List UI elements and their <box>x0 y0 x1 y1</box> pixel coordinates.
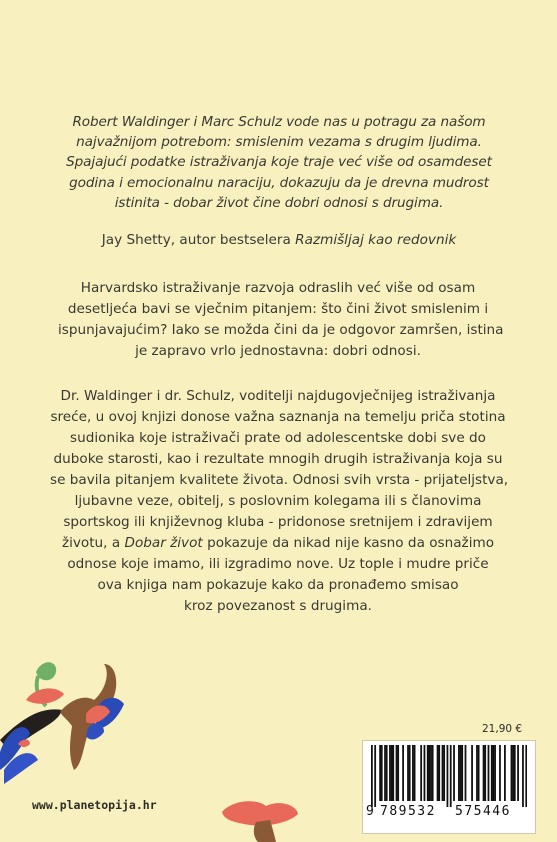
barcode-bar <box>514 745 516 801</box>
barcode-bar <box>402 745 404 801</box>
barcode-bar <box>525 745 527 807</box>
barcode-bar <box>491 745 493 801</box>
blurb-line: duboke starosti, kao i rezultate mnogih drugih istraživanja koja su <box>53 451 503 467</box>
blurb-line: odnose koje imamo, ili izgradimo nove. Uz tople i mudre priče <box>67 556 489 572</box>
barcode-bar <box>471 745 473 801</box>
barcode-bar <box>371 745 373 807</box>
barcode-bar <box>499 745 501 801</box>
barcode-bar <box>447 745 449 807</box>
barcode-bar <box>517 745 519 801</box>
blurb-text: pokazuje da nikad nije kasno da osnažimo <box>207 535 495 551</box>
barcode-bar <box>374 745 376 807</box>
barcode-bar <box>493 745 495 801</box>
blurb-line <box>50 533 506 554</box>
endorsement-quote <box>64 112 494 213</box>
barcode-bar <box>443 745 445 801</box>
barcode-bar <box>427 745 429 801</box>
barcode-bar <box>476 745 478 801</box>
barcode-left-digits: 789532 <box>380 804 436 819</box>
quote-line: istinita - dobar život čine dobri odnosi s drugima. <box>114 194 444 211</box>
blurb-line: Dr. Waldinger i dr. Schulz, voditelji najdugovječnijeg istraživanja <box>60 388 496 404</box>
barcode-bar <box>450 745 452 807</box>
barcode-right-digits: 575446 <box>455 804 511 819</box>
barcode-bar <box>484 745 486 801</box>
blurb-paragraph-1 <box>58 278 504 362</box>
quote-attribution <box>64 230 494 250</box>
barcode-bar <box>460 745 462 801</box>
book-title: Dobar život <box>124 535 203 551</box>
barcode-bar <box>386 745 388 801</box>
barcode-bar <box>391 745 393 801</box>
barcode-bar <box>438 745 440 801</box>
barcode-bar <box>414 745 416 801</box>
barcode-bar <box>424 745 426 801</box>
publisher-website[interactable]: www.planetopija.hr <box>32 798 157 812</box>
barcode-bar <box>494 745 496 801</box>
barcode-bar <box>407 745 409 801</box>
attribution-author: Jay Shetty, autor bestselera <box>101 232 291 248</box>
blurb-line: sreće, u ovoj knjizi donose važna saznanja na temelju priča stotina <box>50 409 506 425</box>
blurb-paragraph-2 <box>50 386 509 617</box>
blurb-line: ispunjavajućim? Iako se možda čini da je odgovor zamršen, istina <box>58 322 504 338</box>
barcode-bar <box>483 745 485 801</box>
blurb-line: ljubavne veze, obitelj, s poslovnim kolegama ili s članovima <box>74 493 482 509</box>
price-label: 21,90 € <box>482 723 523 735</box>
quote-line: godina i emocionalnu naraciju, dokazuju da je drevna mudrost <box>69 174 489 191</box>
barcode-bars <box>371 745 527 807</box>
quote-line: Spajajući podatke istraživanja koje traje već više od osamdeset <box>66 154 492 171</box>
barcode-bar <box>397 745 399 801</box>
barcode-bar <box>432 745 434 801</box>
blurb-line: sportskog ili književnog kluba - pridonose sretnijem i zdravijem <box>63 514 493 530</box>
barcode-bar <box>512 745 514 801</box>
blurb-line: sudionika koje istraživači prate od adolescentske dobi sve do <box>70 430 486 446</box>
quote-line: najvažnijom potrebom: smislenim vezama s drugim ljudima. <box>76 134 482 151</box>
barcode-bar <box>465 745 467 801</box>
barcode-bar <box>420 745 422 801</box>
barcode-bar <box>511 745 513 801</box>
barcode-bar <box>437 745 439 801</box>
barcode-bar <box>442 745 444 801</box>
blurb-line: ova knjiga nam pokazuje kako da pronađemo smisao <box>97 577 459 593</box>
red-petal-shape <box>26 688 64 703</box>
barcode-bar <box>488 745 490 801</box>
barcode-bar <box>522 745 524 807</box>
barcode-bar <box>379 745 381 801</box>
barcode-bar <box>396 745 398 801</box>
attribution-book-title: Razmišljaj kao redovnik <box>295 232 457 248</box>
blurb-text: životu, a <box>61 535 121 551</box>
barcode-bar <box>453 745 455 801</box>
barcode-bar <box>504 745 506 801</box>
barcode-bar <box>478 745 480 801</box>
barcode-bar <box>428 745 430 801</box>
barcode-bar <box>389 745 391 801</box>
barcode-bar <box>409 745 411 801</box>
blurb-line: je zapravo vrlo jednostavna: dobri odnosi. <box>135 343 421 359</box>
isbn-barcode <box>362 740 536 834</box>
barcode-bar <box>458 745 460 801</box>
blurb-line: desetljeća bavi se vječnim pitanjem: što čini život smislenim i <box>67 301 489 317</box>
blurb-line: Harvardsko istraživanje razvoja odraslih već više od osam <box>80 280 476 296</box>
blurb-line: se bavila pitanjem kvalitete života. Odnosi svih vrsta - prijateljstva, <box>50 472 509 488</box>
barcode-bar <box>412 745 414 801</box>
barcode-bar <box>392 745 394 801</box>
blurb-line: kroz povezanost s drugima. <box>184 598 372 614</box>
barcode-bar <box>381 745 383 801</box>
barcode-bar <box>430 745 432 801</box>
quote-line: Robert Waldinger i Marc Schulz vode nas u potragu za našom <box>72 114 486 130</box>
barcode-first-digit: 9 <box>366 804 374 819</box>
barcode-bar <box>461 745 463 801</box>
barcode-bar <box>384 745 386 801</box>
